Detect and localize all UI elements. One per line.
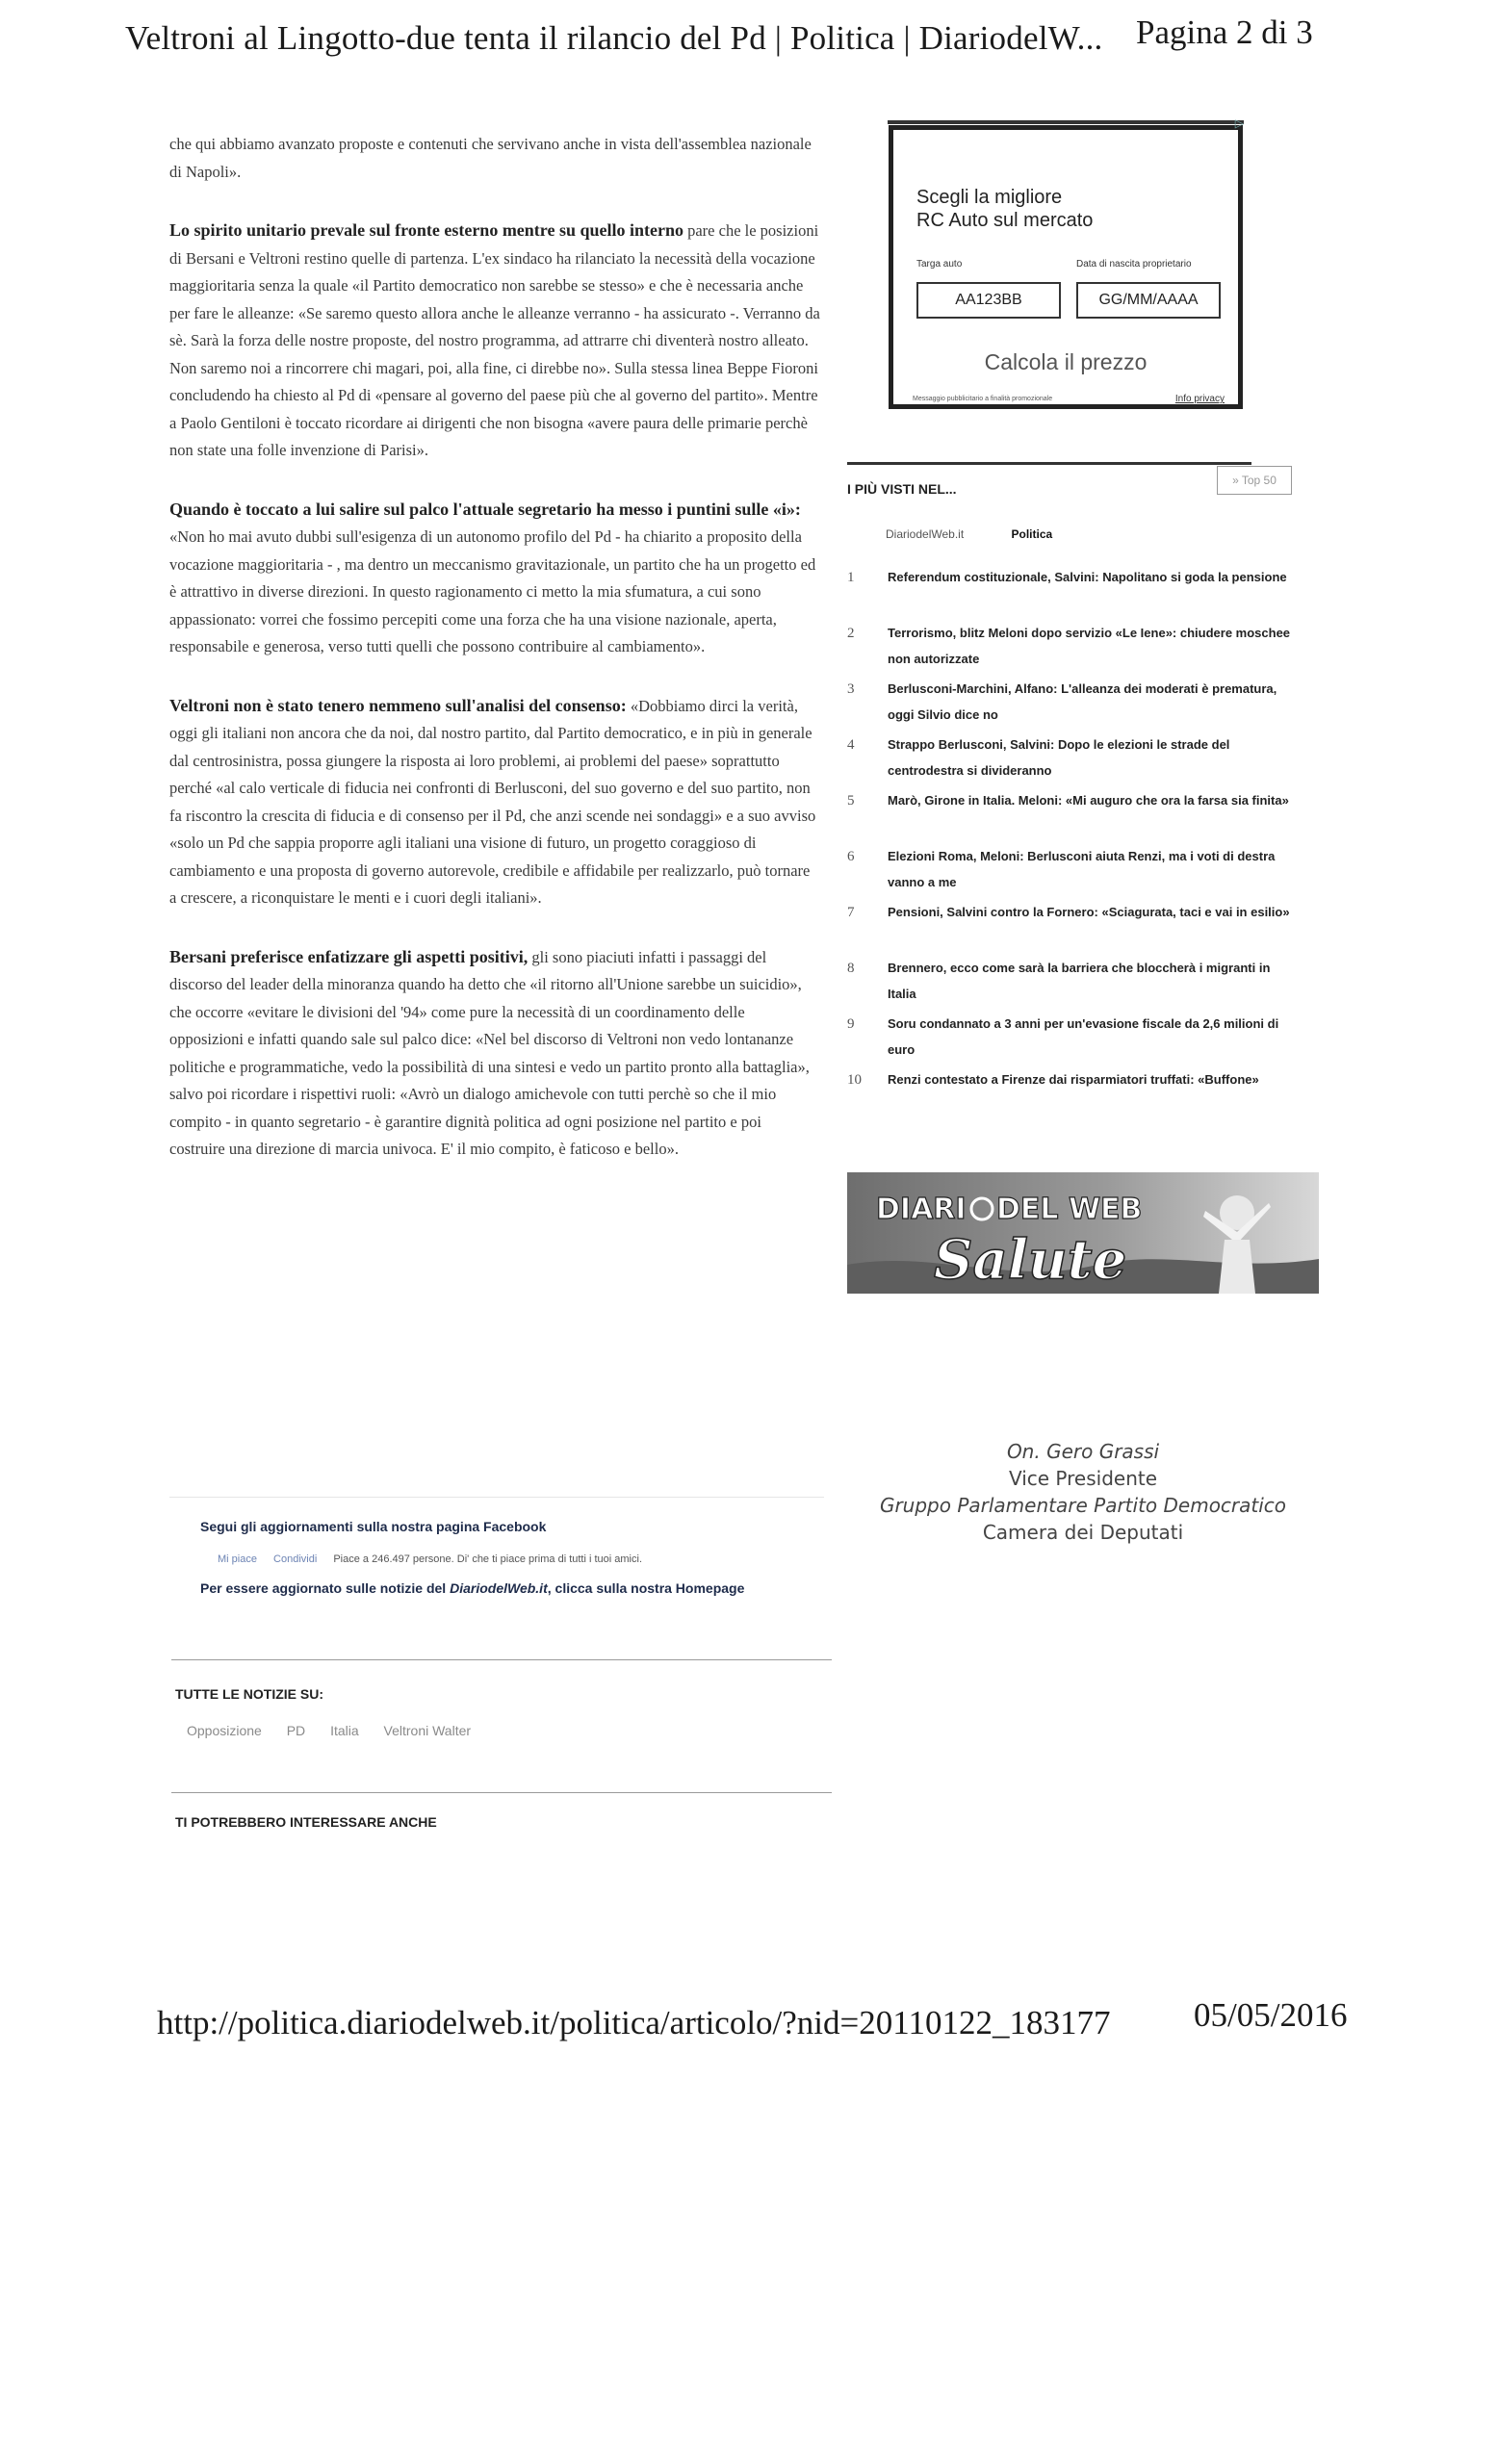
rank-number: 10 [847, 1072, 862, 1088]
most-viewed-tabs [886, 527, 1052, 541]
rank-number: 6 [847, 849, 855, 864]
banner-brand: DIARI [876, 1193, 967, 1226]
tag-link[interactable]: Veltroni Walter [383, 1723, 472, 1738]
list-item[interactable] [847, 676, 1300, 732]
ad-disclaimer: Messaggio pubblicitario a finalità promozionale [913, 396, 1053, 402]
tag-link[interactable]: Opposizione [187, 1723, 262, 1738]
headline-link[interactable]: Strappo Berlusconi, Salvini: Dopo le elezioni le strade del centrodestra si divideranno [888, 737, 1230, 778]
stamp-line: Vice Presidente [1008, 1467, 1158, 1490]
list-item[interactable] [847, 732, 1300, 787]
plate-label: Targa auto [916, 259, 963, 270]
facebook-likes-count: Piace a 246.497 persone. Di' che ti piace prima di tutti i tuoi amici. [333, 1553, 642, 1565]
list-item[interactable] [847, 787, 1300, 843]
article-paragraph [169, 943, 820, 1164]
rc-auto-ad[interactable] [889, 116, 1244, 409]
facebook-follow-text[interactable]: Segui gli aggiornamenti sulla nostra pagina Facebook [200, 1519, 547, 1534]
headline-link[interactable]: Pensioni, Salvini contro la Fornero: «Sciagurata, taci e vai in esilio» [888, 905, 1290, 919]
stamp-line: On. Gero Grassi [1006, 1440, 1160, 1463]
plate-input[interactable]: AA123BB [916, 282, 1061, 319]
paragraph-lead: Lo spirito unitario prevale sul fronte esterno mentre su quello interno [169, 220, 684, 240]
homepage-link-site: DiariodelWeb.it [450, 1580, 548, 1596]
paragraph-text: gli sono piaciuti infatti i passaggi del discorso del leader della minoranza quando ha detto che «il ritorno all'Unione sarebbe un suicidio», che occorre «evitare le divisioni del '94» come pure la necessità di un coordinamento delle opposizioni e infatti quando sale sul palco dice: «Nel bel discorso di Veltroni non vedo lontananze politiche e programmatiche, vedo la possibilità di una sintesi e vedo un partito pronto alla battaglia», salvo poi ricordare i rispettivi ruoli: «Avrò un dialogo amichevole con tutti perchè so che il mio compito - in quanto segretario - è garantire dignità politica ad ogni posizione nel partito e poi costruire una direzione di marcia univoca. E' il mio compito, è faticoso e bello». [169, 947, 810, 1158]
tab-politica[interactable]: Politica [1011, 527, 1053, 541]
list-item[interactable] [847, 620, 1300, 676]
print-date: 05/05/2016 [1194, 1996, 1348, 2034]
divider [171, 1792, 832, 1793]
print-url: http://politica.diariodelweb.it/politica/articolo/?nid=20110122_183177 [157, 2004, 1111, 2041]
ad-top-border [888, 120, 1244, 124]
article-paragraph [169, 131, 820, 186]
headline-link[interactable]: Elezioni Roma, Meloni: Berlusconi aiuta Renzi, ma i voti di destra vanno a me [888, 849, 1276, 889]
top50-button[interactable]: » Top 50 [1217, 466, 1292, 495]
homepage-link-prefix: Per essere aggiornato sulle notizie del [200, 1580, 451, 1596]
headline-link[interactable]: Berlusconi-Marchini, Alfano: L'alleanza dei moderati è prematura, oggi Silvio dice no [888, 681, 1277, 722]
paragraph-text: pare che le posizioni di Bersani e Veltroni restino quelle di partenza. L'ex sindaco ha rilanciato la necessità della vocazione maggioritaria senza la quale «il Partito democratico non sarebbe se stesso» e che è necessaria anche per fare le alleanze: «Se saremo questo allora anche le alleanze verranno - ha assicurato -. Verranno da sè. Sarà la forza delle nostre proposte, del nostro programma, ad attrarre chi diventerà nostro alleato. Non saremo noi a rincorrere chi magari, poi, alla fine, ci direbbe no». Sulla stessa linea Beppe Fioroni concludendo ha chiesto al Pd di «pensare al governo del paese più che al governo del partito». Mentre a Paolo Gentiloni è toccato ricordare ai dirigenti che non bisogna «avere paura delle primarie perchè non state una folle invenzione di Parisi». [169, 221, 820, 459]
headline-link[interactable]: Renzi contestato a Firenze dai risparmiatori truffati: «Buffone» [888, 1072, 1259, 1087]
paragraph-lead: Veltroni non è stato tenero nemmeno sull'analisi del consenso: [169, 695, 627, 715]
headline-link[interactable]: Brennero, ecco come sarà la barriera che bloccherà i migranti in Italia [888, 961, 1271, 1001]
article-paragraph [169, 217, 820, 465]
list-item[interactable] [847, 899, 1300, 955]
article-paragraph [169, 496, 820, 661]
tag-link[interactable]: PD [286, 1723, 306, 1738]
related-label: TI POTREBBERO INTERESSARE ANCHE [175, 1814, 437, 1830]
article-paragraph [169, 692, 820, 912]
list-item[interactable] [847, 1011, 1300, 1066]
list-item[interactable] [847, 1066, 1300, 1122]
homepage-link-suffix: , clicca sulla nostra Homepage [547, 1580, 745, 1596]
list-item[interactable] [847, 564, 1300, 620]
rank-number: 8 [847, 961, 855, 976]
privacy-link[interactable]: Info privacy [1174, 394, 1225, 404]
tags-label: TUTTE LE NOTIZIE SU: [175, 1686, 323, 1702]
rank-number: 7 [847, 905, 855, 920]
facebook-box [169, 1497, 824, 1600]
tag-list [187, 1723, 492, 1738]
headline-link[interactable]: Marò, Girone in Italia. Meloni: «Mi auguro che ora la farsa sia finita» [888, 793, 1289, 808]
headline-link[interactable]: Terrorismo, blitz Meloni dopo servizio «Le Iene»: chiudere moschee non autorizzate [888, 626, 1291, 666]
most-viewed-title: I PIÙ VISTI NEL... [847, 481, 957, 497]
paragraph-lead: Quando è toccato a lui salire sul palco l'attuale segretario ha messo i puntini sulle «i»: [169, 499, 801, 519]
rank-number: 3 [847, 681, 855, 697]
paragraph-lead: Bersani preferisce enfatizzare gli aspetti positivi, [169, 946, 529, 966]
banner-brand-2: DEL WEB [996, 1193, 1143, 1226]
facebook-share-button[interactable]: Condividi [273, 1553, 318, 1565]
deputy-stamp [866, 1438, 1300, 1546]
facebook-like-button[interactable]: Mi piace [218, 1553, 257, 1565]
tab-site[interactable]: DiariodelWeb.it [886, 527, 965, 541]
dob-label: Data di nascita proprietario [1076, 259, 1192, 270]
list-item[interactable] [847, 955, 1300, 1011]
most-viewed-list [847, 564, 1300, 1122]
paragraph-text: che qui abbiamo avanzato proposte e contenuti che servivano anche in vista dell'assemblea nazionale di Napoli». [169, 135, 812, 181]
rank-number: 2 [847, 626, 855, 641]
list-item[interactable] [847, 843, 1300, 899]
paragraph-text: «Non ho mai avuto dubbi sull'esigenza di un autonomo profilo del Pd - ha chiarito a proposito della vocazione maggioritaria - , ma dentro un meccanismo gravitazionale, un partito che ha un progetto ed è attrattivo in diverse direzioni. In questo ragionamento ci metto la mia sfumatura, a cui sono appassionato: vorrei che fossimo percepiti come una forza che ha una visione nazionale, aperta, responsabile e generosa, verso tutti quelli che possono contribuire al cambiamento». [169, 527, 816, 655]
stamp-line: Camera dei Deputati [982, 1521, 1184, 1544]
dob-input[interactable]: GG/MM/AAAA [1076, 282, 1221, 319]
rank-number: 5 [847, 793, 855, 808]
banner-script: Salute [934, 1228, 1127, 1292]
homepage-link[interactable] [200, 1580, 744, 1596]
facebook-like-row [218, 1553, 642, 1565]
print-page-title: Veltroni al Lingotto-due tenta il rilancio del Pd | Politica | DiariodelW... [125, 19, 1103, 57]
headline-link[interactable]: Referendum costituzionale, Salvini: Napolitano si goda la pensione [888, 570, 1287, 584]
print-page-number: Pagina 2 di 3 [1136, 13, 1313, 51]
most-viewed-bar [847, 462, 1251, 465]
salute-banner[interactable] [847, 1172, 1319, 1294]
rank-number: 4 [847, 737, 855, 753]
paragraph-text: «Dobbiamo dirci la verità, oggi gli italiani non ancora che da noi, dal nostro partito, dal Partito democratico, e in più in generale dal centrosinistra, possa giungere la risposta ai loro problemi, ai problemi del paese» soprattutto perché «al calo verticale di fiducia nei confronti di Berlusconi, del suo governo e del suo partito, non fa riscontro la crescita di fiducia e di consenso per il Pd, che anzi scende nei sondaggi» e a suo avviso «solo un Pd che sappia proporre agli italiani una visione di futuro, un progetto coraggioso di cambiamento e una proposta di governo autorevole, credibile e affidabile per realizzarlo, può tornare a crescere, a riconquistare le menti e i cuori degli italiani». [169, 696, 816, 907]
divider [171, 1659, 832, 1660]
calculate-price-button[interactable]: Calcola il prezzo [984, 349, 1148, 374]
stamp-line: Gruppo Parlamentare Partito Democratico [879, 1494, 1287, 1517]
banner-graphic [847, 1172, 1319, 1294]
article-body [169, 131, 820, 1194]
ad-headline [916, 186, 1093, 232]
headline-link[interactable]: Soru condannato a 3 anni per un'evasione fiscale da 2,6 milioni di euro [888, 1016, 1279, 1057]
rank-number: 9 [847, 1016, 855, 1032]
ad-headline-line: RC Auto sul mercato [916, 210, 1094, 231]
ad-headline-line: Scegli la migliore [916, 187, 1063, 208]
adchoices-icon[interactable]: ▷ [1234, 116, 1244, 130]
rank-number: 1 [847, 570, 855, 585]
tag-link[interactable]: Italia [330, 1723, 359, 1738]
